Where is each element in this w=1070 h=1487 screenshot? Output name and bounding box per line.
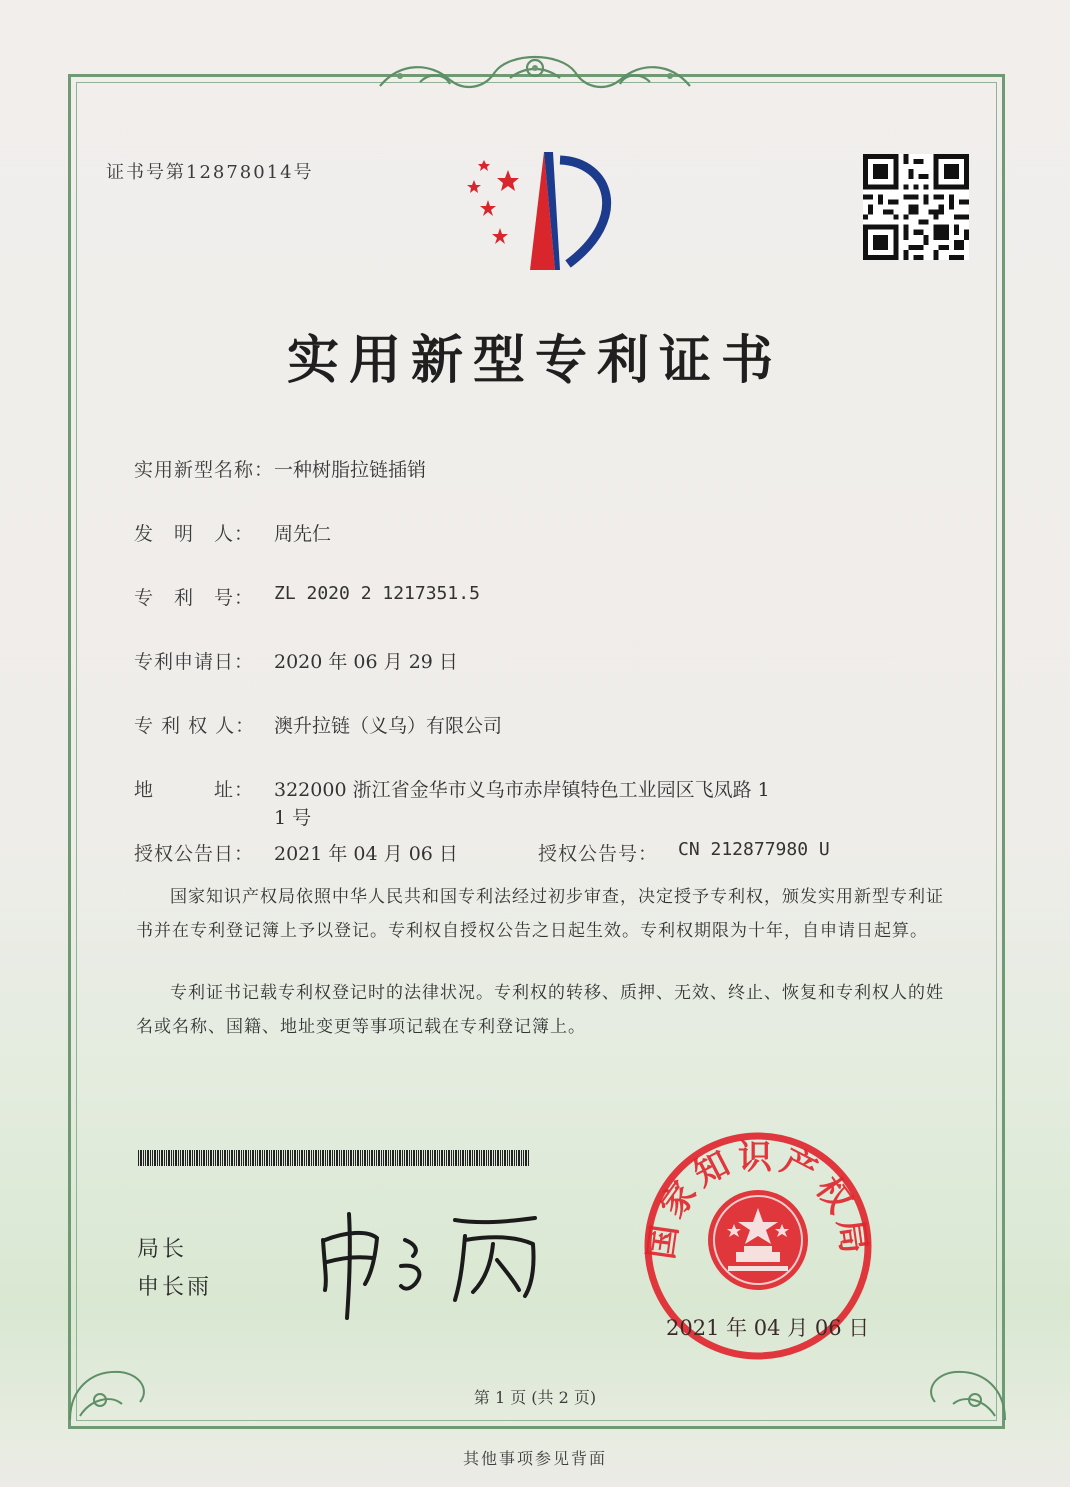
field-value-filing-date: 2020 年 06 月 29 日 [274, 651, 458, 673]
seal-date: 2021 年 04 月 06 日 [666, 1316, 870, 1340]
field-value-patent-number: ZL 2020 2 1217351.5 [274, 583, 480, 604]
field-value-announcement-number: CN 212877980 U [678, 839, 830, 860]
statement-paragraph-1: 国家知识产权局依照中华人民共和国专利法经过初步审查，决定授予专利权，颁发实用新型专利证书并在专利登记簿上予以登记。专利权自授权公告之日起生效。专利权期限为十年，自申请日起算。 [136, 887, 944, 941]
page-indicator: 第 1 页 (共 2 页) [473, 1388, 597, 1407]
field-label-filing-date: 专利申请日： [134, 651, 255, 673]
field-label-announcement-number: 授权公告号： [538, 843, 659, 865]
field-value-patentee: 澳升拉链（义乌）有限公司 [274, 715, 503, 737]
field-label-inventor: 发 明 人： [134, 523, 255, 545]
emblem-icon [708, 1190, 808, 1290]
field-label-patentee: 专 利 权 人： [134, 715, 256, 737]
field-value-grant-date: 2021 年 04 月 06 日 [274, 843, 458, 865]
director-signature [305, 1200, 555, 1320]
field-value-inventor: 周先仁 [274, 523, 332, 545]
field-value-address: 322000 浙江省金华市义乌市赤岸镇特色工业园区飞凤路 1 [274, 779, 770, 801]
field-value-name: 一种树脂拉链插销 [274, 459, 427, 481]
field-value-address-line2: 1 号 [274, 807, 312, 829]
qr-code-icon [863, 154, 969, 260]
seal-text: 国家知识产权局 [641, 1137, 875, 1262]
director-title: 局长 [137, 1237, 188, 1262]
field-label-name: 实用新型名称： [134, 459, 275, 481]
statement-paragraph-2: 专利证书记载专利权登记时的法律状况。专利权的转移、质押、无效、终止、恢复和专利权人的姓名或名称、国籍、地址变更等事项记载在专利登记簿上。 [136, 983, 944, 1037]
cnipa-logo-icon [460, 148, 625, 273]
field-label-address: 地 址： [134, 779, 255, 801]
page-title: 实用新型专利证书 [286, 330, 783, 391]
field-label-grant-date: 授权公告日： [134, 843, 255, 865]
top-ornament-icon [360, 42, 710, 102]
field-label-patent-number: 专 利 号： [134, 587, 255, 609]
certificate-number: 证书号第12878014号 [106, 162, 314, 183]
footer-note: 其他事项参见背面 [462, 1449, 607, 1468]
barcode-icon [138, 1150, 530, 1166]
director-name: 申长雨 [137, 1275, 213, 1300]
